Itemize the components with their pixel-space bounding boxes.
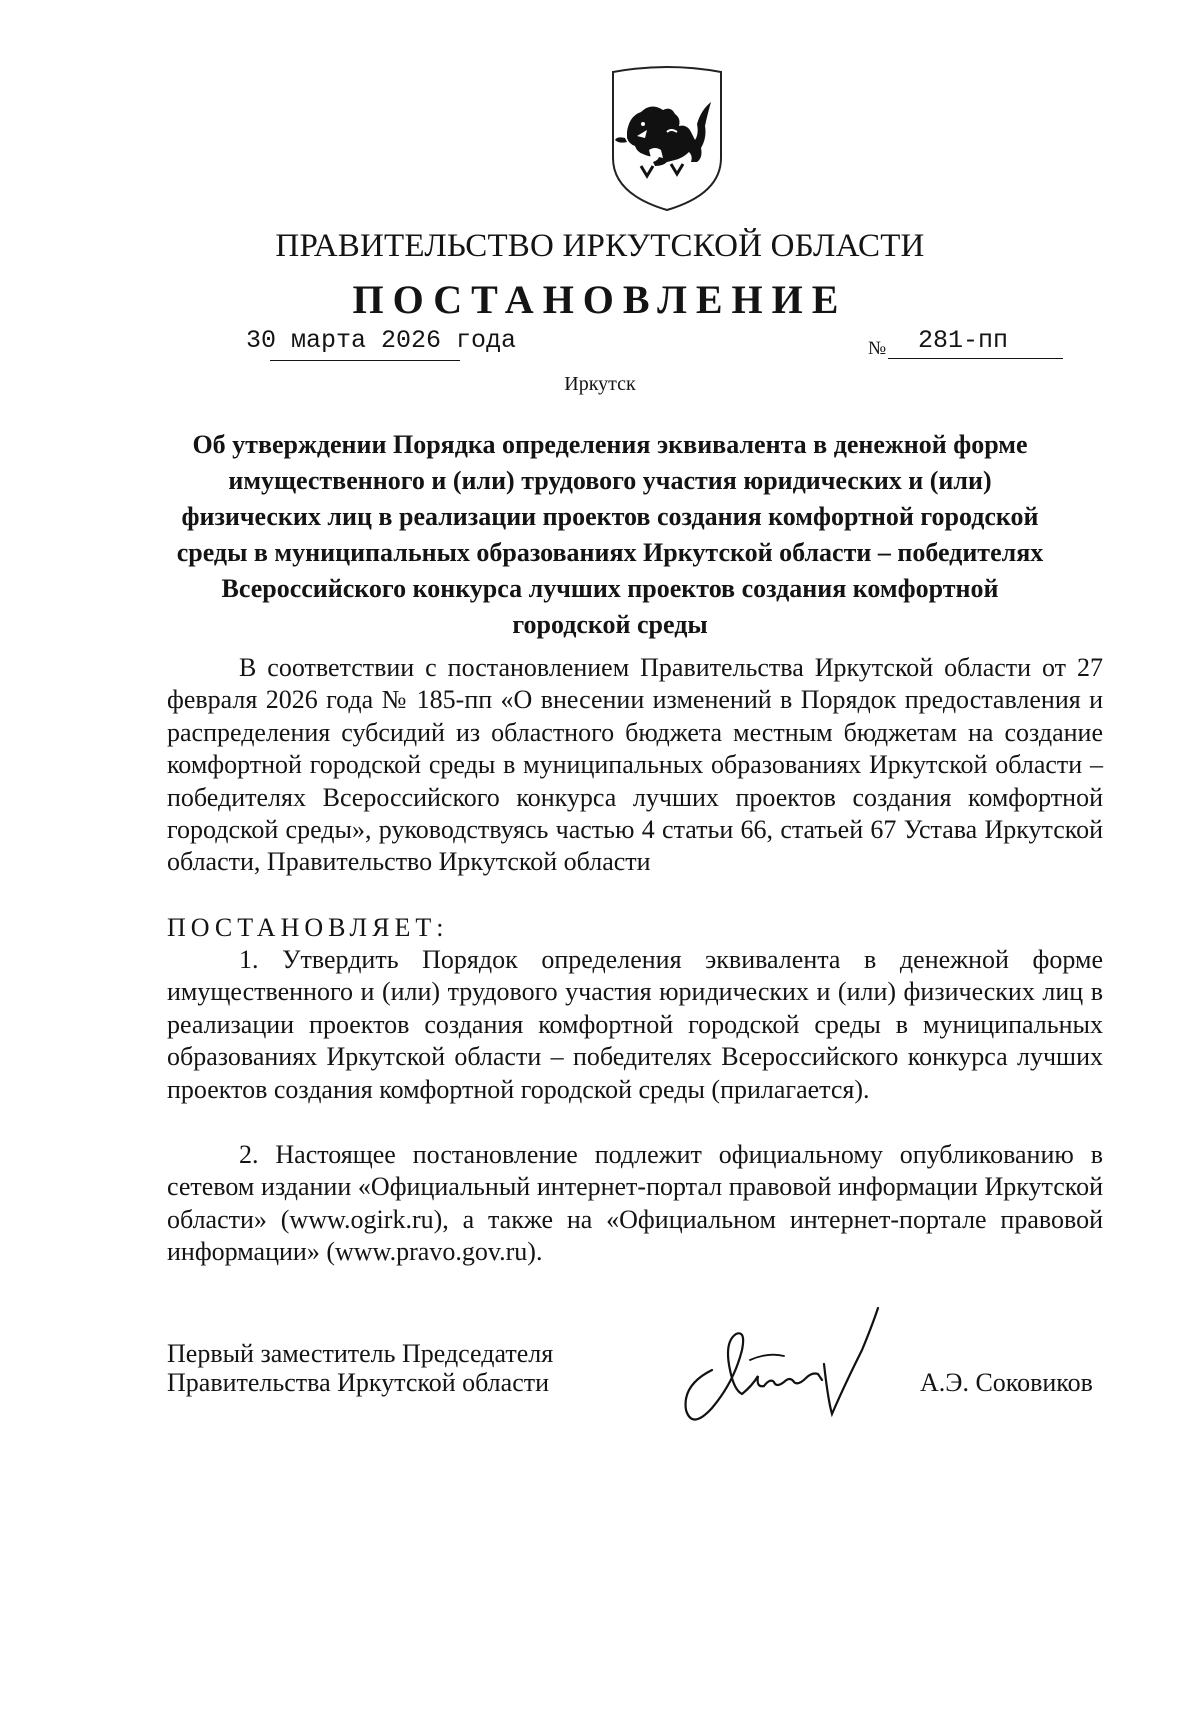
- position-line-2: Правительства Иркутской области: [167, 1368, 550, 1397]
- number-sign: №: [868, 338, 887, 359]
- document-type: ПОСТАНОВЛЕНИЕ: [352, 277, 848, 322]
- document-title: Об утверждении Порядка определения эквивалента в денежной форме имущественного и (или) трудового участия юридических и (или) физических лиц в реализации проектов создания комфортной городской среды в муниципальных образованиях Иркутской области – победителях Всероссийского конкурса лучших проектов создания комфортной городской среды: [176, 430, 1044, 639]
- document-date: 30 марта 2026 года: [246, 326, 517, 355]
- date-underline: [270, 360, 460, 361]
- document-number: 281-пп: [918, 326, 1009, 355]
- signature-icon: [672, 1290, 922, 1430]
- number-underline: [888, 358, 1063, 359]
- coat-of-arms-icon: [607, 66, 727, 214]
- city-name: Иркутск: [564, 373, 636, 395]
- organization-name: ПРАВИТЕЛЬСТВО ИРКУТСКОЙ ОБЛАСТИ: [275, 228, 925, 264]
- item-1-paragraph: 1. Утвердить Порядок определения эквивалента в денежной форме имущественного и (или) трудового участия юридических и (или) физических лиц в реализации проектов создания комфортной городской среды в муниципальных образованиях Иркутской области – победителях Всероссийского конкурса лучших проектов создания комфортной городской среды (прилагается).: [167, 945, 1103, 1104]
- preamble-paragraph: В соответствии с постановлением Правительства Иркутской области от 27 февраля 2026 года № 185-пп «О внесении изменений в Порядок предоставления и распределения субсидий из областного бюджета местным бюджетам на создание комфортной городской среды в муниципальных образованиях Иркутской области – победителях Всероссийского конкурса лучших проектов создания комфортной городской среды», руководствуясь частью 4 статьи 66, статьей 67 Устава Иркутской области, Правительство Иркутской области: [167, 653, 1103, 877]
- item-2-paragraph: 2. Настоящее постановление подлежит официальному опубликованию в сетевом издании «Официальный интернет-портал правовой информации Иркутской области» (www.ogirk.ru), а также на «Официальном интернет-портале правовой информации» (www.pravo.gov.ru).: [167, 1140, 1103, 1267]
- signatory-name: А.Э. Соковиков: [920, 1368, 1093, 1397]
- resolves-heading: ПОСТАНОВЛЯЕТ:: [167, 913, 449, 942]
- signatory-position: [167, 1339, 553, 1397]
- position-line-1: Первый заместитель Председателя: [167, 1339, 554, 1368]
